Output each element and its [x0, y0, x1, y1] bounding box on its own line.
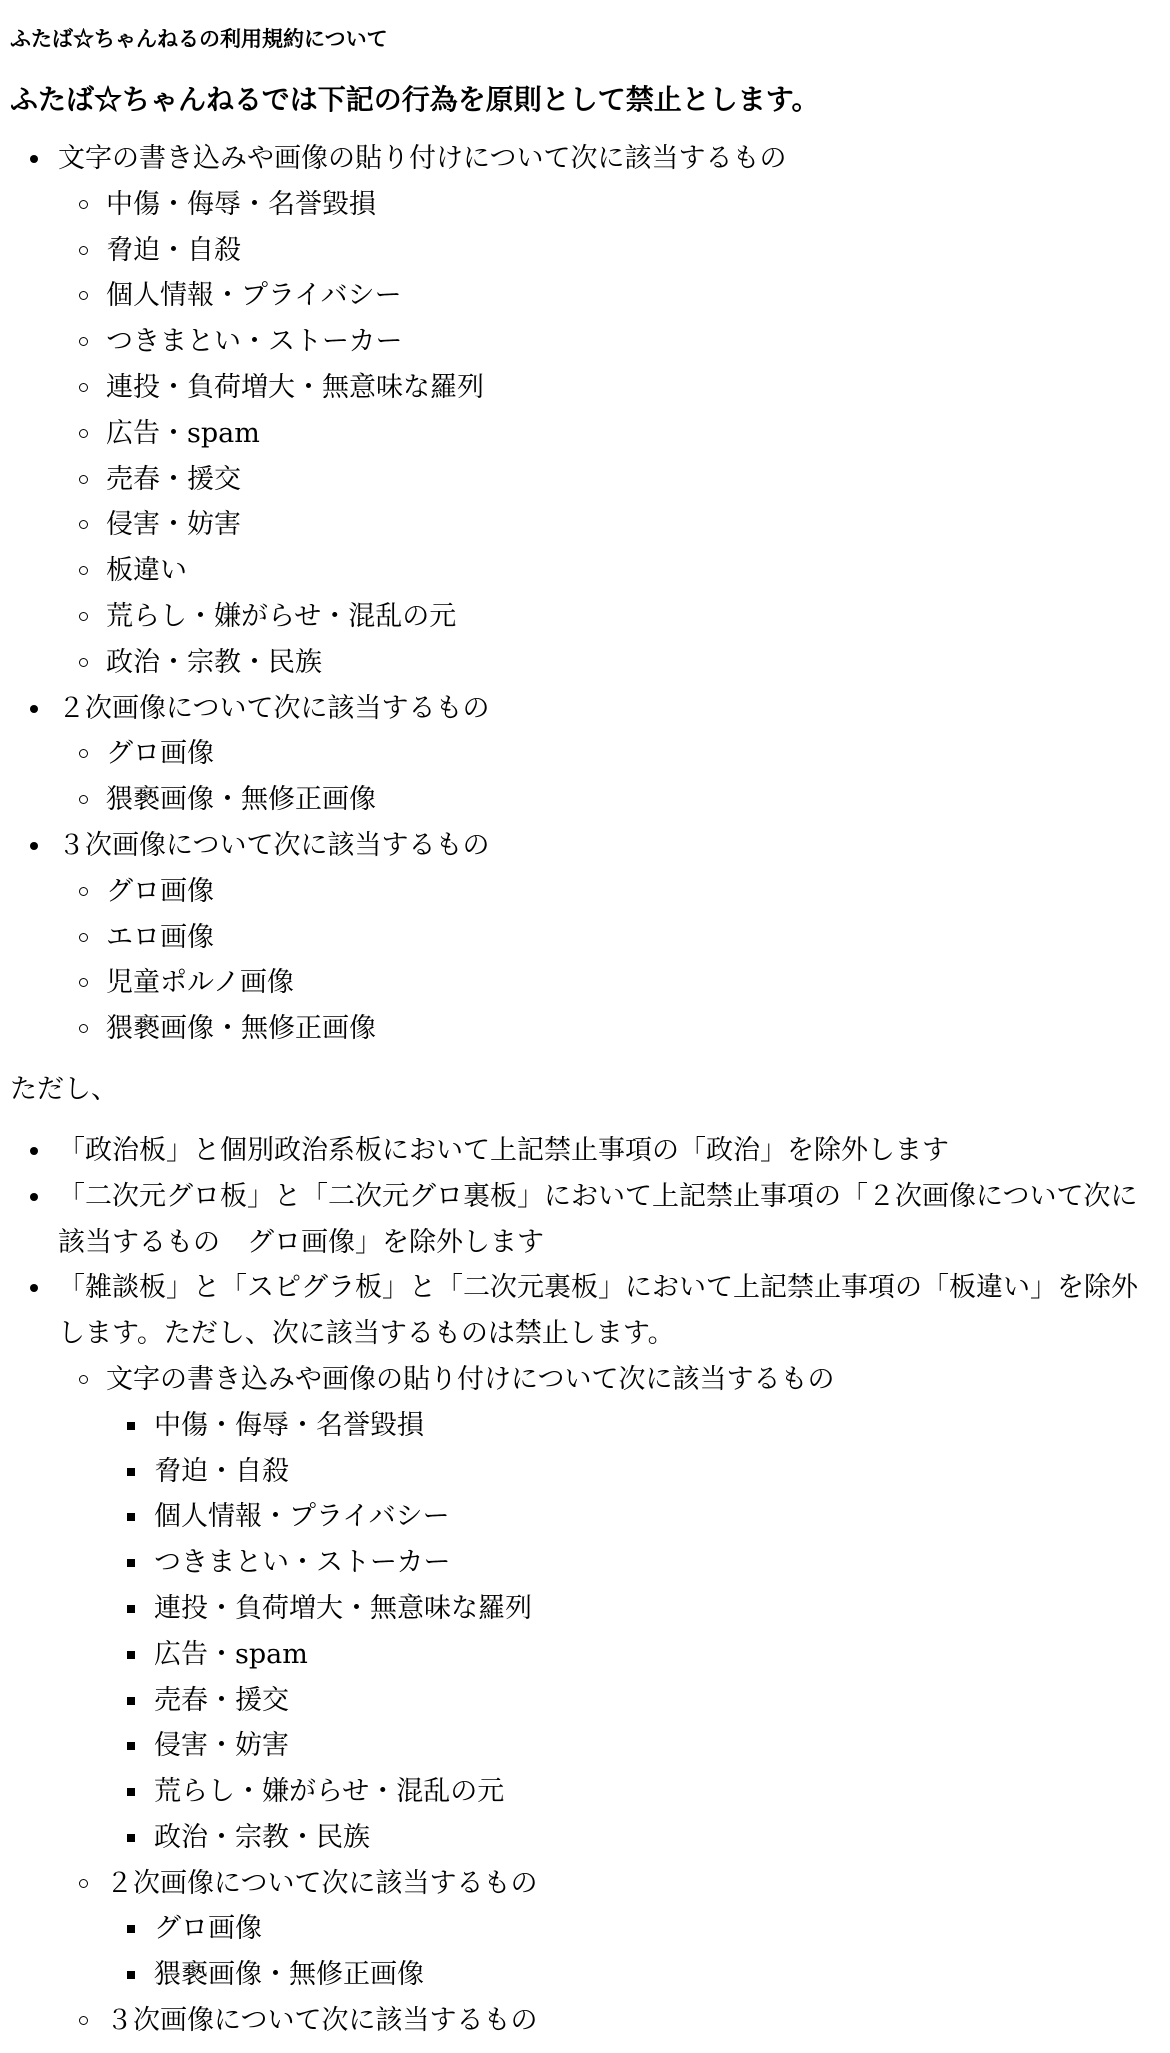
however-text: ただし、: [10, 1073, 118, 1105]
list-item-text: 広告・spam: [154, 1638, 308, 1670]
list-item-text: 政治・宗教・民族: [106, 646, 322, 678]
bullet-circle-icon: [79, 566, 88, 575]
list-item: [58, 365, 1160, 411]
list-item-text: エロ画像: [106, 921, 214, 953]
list-item: [58, 182, 1160, 228]
list-item: [106, 1769, 1160, 1815]
prohibited-group: [10, 686, 1160, 823]
bullet-square-icon: [127, 1513, 135, 1521]
bullet-circle-icon: [79, 978, 88, 987]
list-item-text: つきまとい・ストーカー: [154, 1547, 451, 1579]
exception-text: 「政治板」と個別政治系板において上記禁止事項の「政治」を除外します: [58, 1134, 949, 1166]
list-item-text: グロ画像: [106, 738, 214, 770]
list-item-text: 児童ポルノ画像: [106, 967, 294, 999]
bullet-square-icon: [127, 1742, 135, 1750]
list-item: [58, 319, 1160, 365]
exception-text: 「二次元グロ板」と「二次元グロ裏板」において上記禁止事項の「２次画像について次に該当するもの グロ画像」を除外します: [58, 1180, 1138, 1258]
bullet-disc-icon: [30, 705, 38, 713]
list-item: [58, 594, 1160, 640]
list-item: [58, 915, 1160, 961]
list-item: [58, 548, 1160, 594]
bullet-circle-icon: [79, 1879, 88, 1888]
list-item-text: 売春・援交: [106, 463, 241, 495]
bullet-square-icon: [127, 1651, 135, 1659]
exception-subgroup: [58, 1861, 1160, 1998]
list-item-text: 中傷・侮辱・名誉毀損: [154, 1409, 424, 1441]
bullet-circle-icon: [79, 475, 88, 484]
exception-item: [10, 1265, 1160, 2044]
bullet-circle-icon: [79, 933, 88, 942]
list-item-text: 連投・負荷増大・無意味な羅列: [106, 371, 484, 403]
exception-subgroup-label: 文字の書き込みや画像の貼り付けについて次に該当するもの: [106, 1363, 835, 1395]
exception-sublist: [58, 1357, 1160, 2044]
bullet-square-icon: [127, 1605, 135, 1613]
bullet-circle-icon: [79, 520, 88, 529]
list-item-text: 板違い: [106, 555, 187, 587]
prohibited-group-label: ２次画像について次に該当するもの: [58, 692, 490, 724]
bullet-circle-icon: [79, 1375, 88, 1384]
list-item-text: 広告・spam: [106, 417, 260, 449]
list-item-text: 政治・宗教・民族: [154, 1821, 370, 1853]
list-item-text: 売春・援交: [154, 1684, 289, 1716]
list-item-text: つきまとい・ストーカー: [106, 326, 403, 358]
bullet-disc-icon: [30, 1284, 38, 1292]
list-item: [106, 1815, 1160, 1861]
exception-item: [10, 1174, 1160, 1266]
bullet-circle-icon: [79, 612, 88, 621]
bullet-circle-icon: [79, 200, 88, 209]
prohibited-group-label: 文字の書き込みや画像の貼り付けについて次に該当するもの: [58, 143, 787, 174]
bullet-square-icon: [127, 1834, 135, 1842]
bullet-circle-icon: [79, 337, 88, 346]
list-item-text: 個人情報・プライバシー: [106, 280, 402, 312]
prohibited-sublist: [58, 731, 1160, 823]
exception-subgroup-items: [106, 1403, 1160, 1861]
bullet-circle-icon: [79, 795, 88, 804]
list-item-text: 個人情報・プライバシー: [154, 1501, 450, 1533]
bullet-square-icon: [127, 1788, 135, 1796]
list-item: [106, 1723, 1160, 1769]
bullet-square-icon: [127, 1559, 135, 1567]
bullet-square-icon: [127, 1925, 135, 1933]
list-item: [58, 1006, 1160, 1052]
list-item-text: 脅迫・自殺: [106, 234, 241, 266]
list-item-text: 侵害・妨害: [106, 509, 241, 541]
list-item-text: 脅迫・自殺: [154, 1455, 289, 1487]
exception-subgroup-items: [106, 1906, 1160, 1998]
bullet-disc-icon: [30, 1193, 38, 1201]
bullet-disc-icon: [30, 155, 38, 163]
list-item-text: 猥褻画像・無修正画像: [106, 784, 376, 816]
list-item: [106, 1494, 1160, 1540]
list-item-text: 荒らし・嫌がらせ・混乱の元: [106, 600, 457, 632]
prohibited-group: [10, 823, 1160, 1052]
bullet-circle-icon: [79, 291, 88, 300]
list-item: [58, 869, 1160, 915]
list-item: [58, 273, 1160, 319]
bullet-disc-icon: [30, 842, 38, 850]
list-item: [106, 1540, 1160, 1586]
prohibited-sublist: [58, 869, 1160, 1052]
exception-subgroup-label: ２次画像について次に該当するもの: [106, 1867, 538, 1899]
list-item: [58, 960, 1160, 1006]
bullet-square-icon: [127, 1422, 135, 1430]
list-item: [106, 1449, 1160, 1495]
list-item: [58, 777, 1160, 823]
prohibited-sublist: [58, 182, 1160, 686]
exception-subgroup: [58, 1357, 1160, 1861]
bullet-square-icon: [127, 1971, 135, 1979]
bullet-circle-icon: [79, 429, 88, 438]
list-item-text: 中傷・侮辱・名誉毀損: [106, 188, 376, 220]
list-item-text: グロ画像: [106, 875, 214, 907]
bullet-circle-icon: [79, 658, 88, 667]
list-item: [58, 502, 1160, 548]
exceptions-list: [10, 1128, 1160, 2044]
list-item: [58, 457, 1160, 503]
list-item-text: 連投・負荷増大・無意味な羅列: [154, 1592, 532, 1624]
bullet-square-icon: [127, 1697, 135, 1705]
list-item-text: 猥褻画像・無修正画像: [106, 1013, 376, 1045]
list-item: [106, 1952, 1160, 1998]
page-title: ふたば☆ちゃんねるの利用規約について: [10, 26, 388, 51]
list-item-text: グロ画像: [154, 1913, 262, 1945]
prohibited-group: [10, 136, 1160, 686]
list-item: [106, 1678, 1160, 1724]
bullet-circle-icon: [79, 1024, 88, 1033]
exception-text: 「雑談板」と「スピグラ板」と「二次元裏板」において上記禁止事項の「板違い」を除外します。ただし、次に該当するものは禁止します。: [58, 1272, 1138, 1350]
list-item-text: 猥褻画像・無修正画像: [154, 1959, 424, 1991]
bullet-square-icon: [127, 1468, 135, 1476]
list-item: [106, 1403, 1160, 1449]
prohibited-list: [10, 136, 1160, 1052]
bullet-disc-icon: [30, 1147, 38, 1155]
exception-subgroup: [58, 1998, 1160, 2044]
list-item-text: 荒らし・嫌がらせ・混乱の元: [154, 1776, 505, 1808]
list-item: [58, 640, 1160, 686]
section-heading: ふたば☆ちゃんねるでは下記の行為を原則として禁止とします。: [10, 83, 820, 116]
list-item: [106, 1906, 1160, 1952]
list-item: [106, 1632, 1160, 1678]
list-item: [58, 731, 1160, 777]
bullet-circle-icon: [79, 887, 88, 896]
bullet-circle-icon: [79, 2016, 88, 2025]
list-item: [106, 1586, 1160, 1632]
bullet-circle-icon: [79, 749, 88, 758]
list-item: [58, 228, 1160, 274]
bullet-circle-icon: [79, 246, 88, 255]
prohibited-group-label: ３次画像について次に該当するもの: [58, 829, 490, 861]
exception-item: [10, 1128, 1160, 1174]
exception-subgroup-label: ３次画像について次に該当するもの: [106, 2005, 538, 2037]
list-item-text: 侵害・妨害: [154, 1730, 289, 1762]
list-item: [58, 411, 1160, 457]
bullet-circle-icon: [79, 383, 88, 392]
